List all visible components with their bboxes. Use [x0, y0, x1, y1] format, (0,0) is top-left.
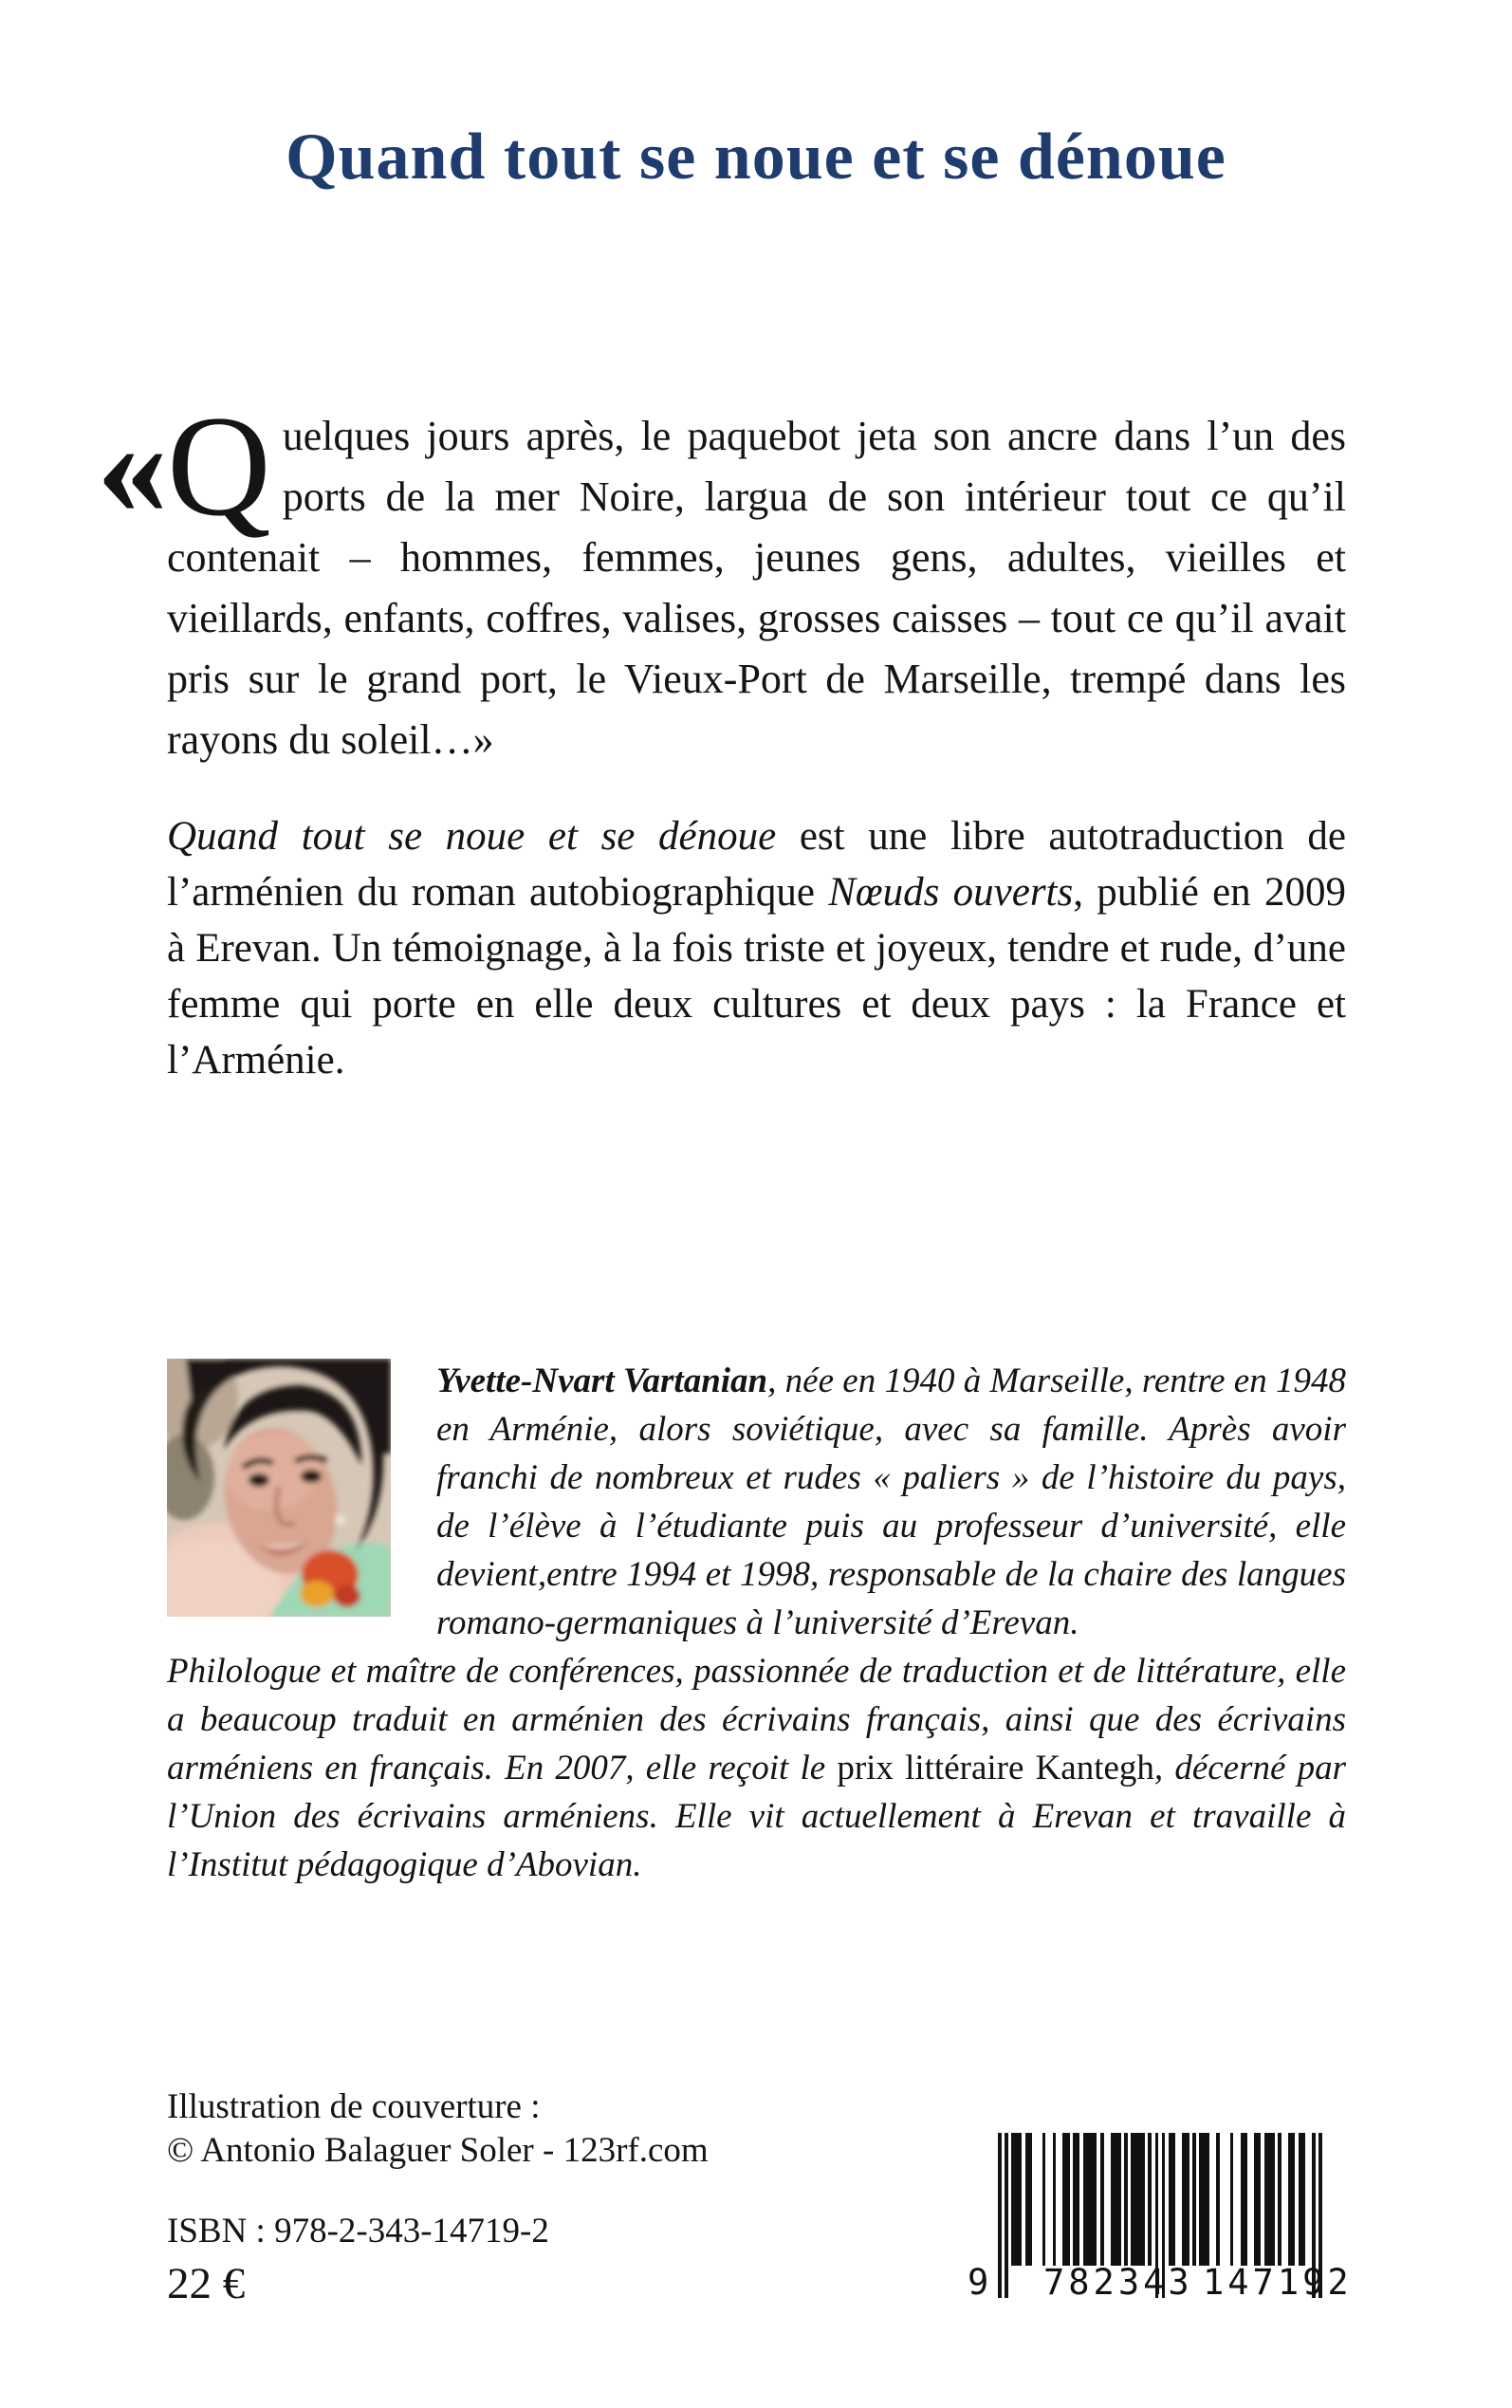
barcode-digits-left: 782343 [1043, 2262, 1193, 2303]
synopsis [167, 808, 1346, 1088]
price: 22 € [167, 2259, 246, 2308]
book-title: Quand tout se noue et se dénoue [286, 120, 1226, 194]
isbn: ISBN : 978-2-343-14719-2 [167, 2212, 549, 2251]
credit-line-1: Illustration de couverture : [167, 2087, 541, 2126]
prize-name: prix littéraire Kantegh [837, 1749, 1154, 1787]
barcode-digits-right: 147192 [1203, 2262, 1353, 2303]
quote-text: uelques jours après, le paquebot jeta son ancre dans l’un des ports de la mer Noire, largua de son intérieur tout ce qu’il contenait – hommes, femmes, jeunes gens, adultes, vieilles et vieillards, enfants, coffres, valises, grosses caisses – tout ce qu’il avait pris sur le grand port, le Vieux-Port de Marseille, trempé dans les rayons du soleil…» [167, 413, 1346, 763]
bio-para2-text-b: , décerné par l’Union des écrivains arméniens. Elle vit actuellement à Erevan et travaille à l’Institut pédagogique d’Abovian. [167, 1749, 1346, 1884]
barcode [966, 2133, 1353, 2313]
author-photo [167, 1359, 391, 1617]
bio-paragraph-2 [167, 1647, 1346, 1889]
credit-line-2: © Antonio Balaguer Soler - 123rf.com [167, 2131, 709, 2170]
opening-guillemet: « [97, 387, 168, 545]
author-name: Yvette-Nvart Vartanian [436, 1361, 768, 1400]
synopsis-text-1: est une libre autotraduction de l’arménien du roman autobiographique [167, 814, 1346, 915]
barcode-digit-lead: 9 [968, 2262, 989, 2303]
quote-block [97, 386, 1346, 770]
novel-title-italic: Nœuds ouverts [828, 870, 1074, 915]
cover-illustration-credit [167, 2085, 709, 2173]
bio-para2-text-a: Philologue et maître de conférences, passionnée de traduction et de littérature, elle a beaucoup traduit en arménien des écrivains français, ainsi que des écrivains arméniens en français. En 2007, elle reçoit le [167, 1652, 1346, 1787]
drop-cap: Q [167, 386, 271, 546]
book-title-italic: Quand tout se noue et se dénoue [167, 814, 777, 859]
author-bio [167, 1357, 1346, 1889]
synopsis-text-2: , publié en 2009 à Erevan. Un témoignage, à la fois triste et joyeux, tendre et rude, d’une femme qui porte en elle deux cultures et deux pays : la France et l’Arménie. [167, 870, 1346, 1083]
bio-para1-text: , née en 1940 à Marseille, rentre en 1948 en Arménie, alors soviétique, avec sa famille. Après avoir franchi de nombreux et rudes « paliers » de l’histoire du pays, de l’élève à l’étudiante puis au professeur d’université, elle devient,entre 1994 et 1998, responsable de la chaire des langues romano-germaniques à l’université d’Erevan. [436, 1361, 1346, 1642]
